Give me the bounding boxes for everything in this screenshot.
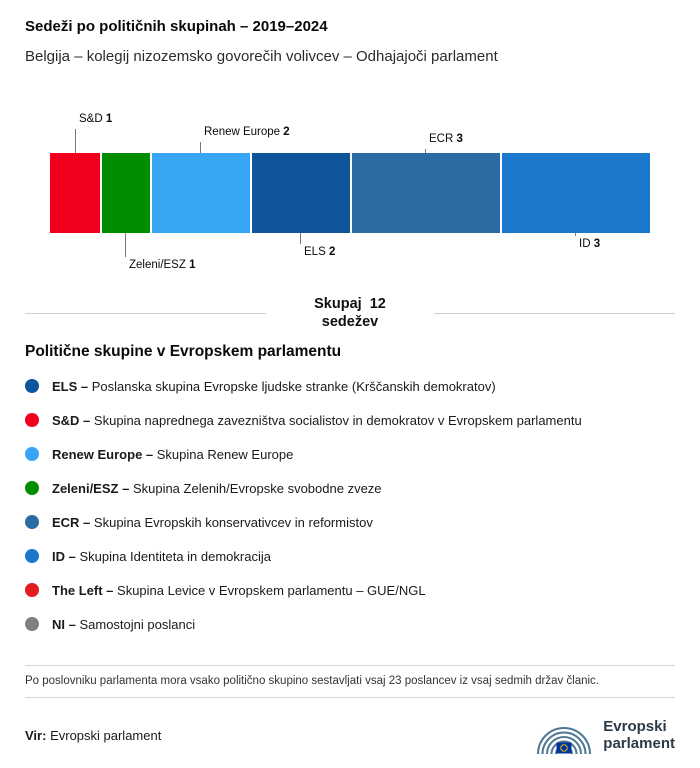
bar-label-line bbox=[300, 233, 301, 244]
legend-color-dot bbox=[25, 379, 39, 393]
legend-label: ELS – Poslanska skupina Evropske ljudske stranke (Krščanskih demokratov) bbox=[52, 378, 496, 394]
legend-item-id bbox=[25, 539, 675, 573]
page-subtitle: Belgija – kolegij nizozemsko govorečih volivcev – Odhajajoči parlament bbox=[25, 48, 498, 65]
total-seats-text bbox=[266, 295, 434, 331]
bar-label-line bbox=[200, 142, 201, 153]
legend-heading: Politične skupine v Evropskem parlamentu bbox=[25, 343, 342, 361]
legend-label: ECR – Skupina Evropskih konservativcev in reformistov bbox=[52, 514, 373, 530]
legend-item-els bbox=[25, 369, 675, 403]
stacked-bar bbox=[50, 153, 650, 233]
legend-item-sd bbox=[25, 403, 675, 437]
bar-segment-ID bbox=[500, 153, 650, 233]
legend-item-renew bbox=[25, 437, 675, 471]
bar-label-ID: ID 3 bbox=[579, 238, 601, 250]
bar-label-line bbox=[425, 149, 426, 153]
source-label: Vir: bbox=[25, 727, 47, 743]
chart bbox=[50, 113, 650, 281]
legend-label: S&D – Skupina naprednega zavezništva socialistov in demokratov v Evropskem parlamentu bbox=[52, 412, 582, 428]
legend-label: ID – Skupina Identiteta in demokracija bbox=[52, 548, 271, 564]
total-label: Skupaj bbox=[314, 296, 362, 312]
legend-color-dot bbox=[25, 549, 39, 563]
bar-label-ECR: ECR 3 bbox=[429, 133, 463, 145]
legend-label: The Left – Skupina Levice v Evropskem parlamentu – GUE/NGL bbox=[52, 582, 426, 598]
bar-segment-Zeleni/ESZ bbox=[100, 153, 150, 233]
bar-label-S&D: S&D 1 bbox=[78, 113, 113, 125]
legend bbox=[25, 369, 675, 641]
legend-label: Renew Europe – Skupina Renew Europe bbox=[52, 446, 294, 462]
legend-color-dot bbox=[25, 583, 39, 597]
european-parliament-logo bbox=[535, 714, 675, 756]
total-unit: sedežev bbox=[321, 314, 379, 331]
legend-color-dot bbox=[25, 447, 39, 461]
total-value: 12 bbox=[369, 296, 386, 312]
legend-item-ni bbox=[25, 607, 675, 641]
bar-segment-ECR bbox=[350, 153, 500, 233]
total-line-right bbox=[434, 313, 675, 314]
source bbox=[25, 728, 161, 743]
hemicycle-flag-icon bbox=[535, 714, 593, 756]
bar-label-line bbox=[575, 233, 576, 236]
bar-segment-ELS bbox=[250, 153, 350, 233]
total-seats bbox=[25, 295, 675, 331]
bar-segment-Renew Europe bbox=[150, 153, 250, 233]
legend-color-dot bbox=[25, 515, 39, 529]
bar-label-Renew Europe: Renew Europe 2 bbox=[204, 126, 290, 138]
legend-item-ecr bbox=[25, 505, 675, 539]
source-name: Evropski parlament bbox=[50, 727, 162, 743]
legend-item-zeleni bbox=[25, 471, 675, 505]
legend-color-dot bbox=[25, 481, 39, 495]
bar-segment-S&D bbox=[50, 153, 100, 233]
total-line-left bbox=[25, 313, 266, 314]
bar-label-ELS: ELS 2 bbox=[304, 246, 336, 258]
legend-label: Zeleni/ESZ – Skupina Zelenih/Evropske svobodne zveze bbox=[52, 480, 382, 496]
legend-color-dot bbox=[25, 413, 39, 427]
page-title: Sedeži po političnih skupinah – 2019–2024 bbox=[25, 18, 328, 35]
legend-item-theleft bbox=[25, 573, 675, 607]
bar-label-line bbox=[75, 129, 76, 153]
logo-text: Evropski parlament bbox=[603, 718, 675, 753]
footnote: Po poslovniku parlamenta mora vsako politično skupino sestavljati vsaj 23 poslancev iz vsaj sedmih držav članic. bbox=[25, 675, 600, 688]
legend-label: NI – Samostojni poslanci bbox=[52, 616, 196, 632]
footer bbox=[25, 714, 675, 756]
bar-label-line bbox=[125, 233, 126, 257]
legend-color-dot bbox=[25, 617, 39, 631]
divider-bottom bbox=[25, 697, 675, 698]
bar-label-Zeleni/ESZ: Zeleni/ESZ 1 bbox=[129, 259, 196, 271]
